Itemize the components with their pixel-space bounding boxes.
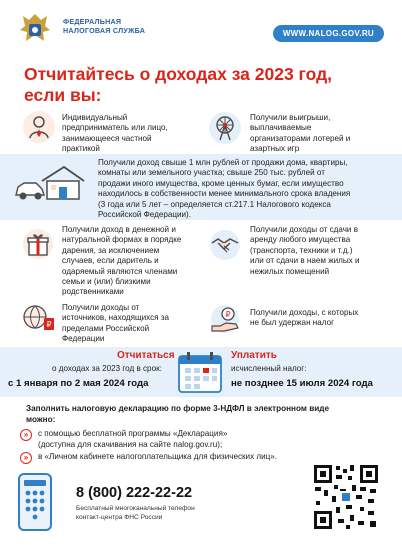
page-title: Отчитайтесь о доходах за 2023 год, если вы:	[24, 64, 333, 105]
deadline-pay-sub: исчисленный налог:	[231, 364, 307, 373]
calendar-icon	[177, 350, 223, 394]
svg-text:₽: ₽	[225, 310, 231, 319]
fns-emblem-icon	[14, 10, 56, 48]
deadline-report-sub: о доходах за 2023 год в срок:	[52, 364, 162, 373]
item-entrepreneur: Индивидуальный предприниматель или лицо, занимающееся частной практикой	[62, 113, 168, 154]
hotline-description: Бесплатный многоканальный телефон контакт-центра ФНС России	[76, 505, 195, 521]
item-property: Получили доход свыше 1 млн рублей от продажи дома, квартиры, комнаты или земельного участка; свыше 250 тыс. рублей от продажи иного имущества, кроме ценных бумаг, если имущество находилось в собственности менее минимального срока владения (3 года или 5 лет – определяется ст.217.1 Налогового кодекса Российской Федерации).	[98, 158, 351, 220]
chevron-right-icon: »	[20, 429, 32, 441]
chevron-right-icon: »	[20, 452, 32, 464]
gift-icon	[22, 228, 54, 260]
entrepreneur-icon	[22, 110, 56, 144]
deadline-pay-heading: Уплатить	[231, 350, 277, 361]
svg-text:₽: ₽	[46, 320, 52, 329]
phone-keypad-icon	[18, 473, 52, 531]
instructions-heading: Заполнить налоговую декларацию по форме 3-НДФЛ в электронном виде можно:	[26, 404, 330, 424]
ferris-wheel-icon	[208, 111, 242, 145]
money-hand-icon	[208, 304, 242, 334]
site-link[interactable]: WWW.NALOG.GOV.RU	[273, 25, 384, 42]
header	[0, 0, 402, 54]
qr-code[interactable]	[312, 463, 380, 531]
item-lottery: Получили выигрыши, выплачиваемые организаторами лотерей и азартных игр	[250, 113, 351, 154]
foreign-income-icon	[22, 304, 56, 332]
org-name: ФЕДЕРАЛЬНАЯ НАЛОГОВАЯ СЛУЖБА	[63, 17, 146, 35]
deadline-report-heading: Отчитаться	[117, 350, 175, 361]
item-rent: Получили доходы от сдачи в аренду любого имущества (транспорта, техники и т.д.) или от сдачи в наем жилых и нежилых помещений	[250, 225, 360, 276]
deadline-pay-date: не позднее 15 июля 2024 года	[231, 378, 373, 389]
house-car-icon	[14, 163, 86, 201]
option-program[interactable]: » с помощью бесплатной программы «Декларация» (доступна для скачивания на сайте nalog.gov.ru);	[20, 429, 380, 450]
item-gift: Получили доход в денежной и натуральной формах в порядке дарения, за исключением случаев, если даритель и одаряемый являются членами семьи и (или) близкими родственниками	[62, 225, 182, 297]
qr-code-icon	[312, 463, 380, 531]
keypad-grid-icon	[20, 475, 50, 529]
item-notax: Получили доходы, с которых не был удержан налог	[250, 308, 359, 328]
hotline-number[interactable]: 8 (800) 222-22-22	[76, 485, 193, 501]
handshake-icon	[208, 229, 242, 261]
deadline-report-dates: с 1 января по 2 мая 2024 года	[8, 378, 149, 389]
option-cabinet[interactable]: » в «Личном кабинете налогоплательщика для физических лиц».	[20, 452, 380, 463]
instructions-options	[20, 429, 380, 465]
item-abroad: Получили доходы от источников, находящихся за пределами Российской Федерации	[62, 303, 170, 344]
